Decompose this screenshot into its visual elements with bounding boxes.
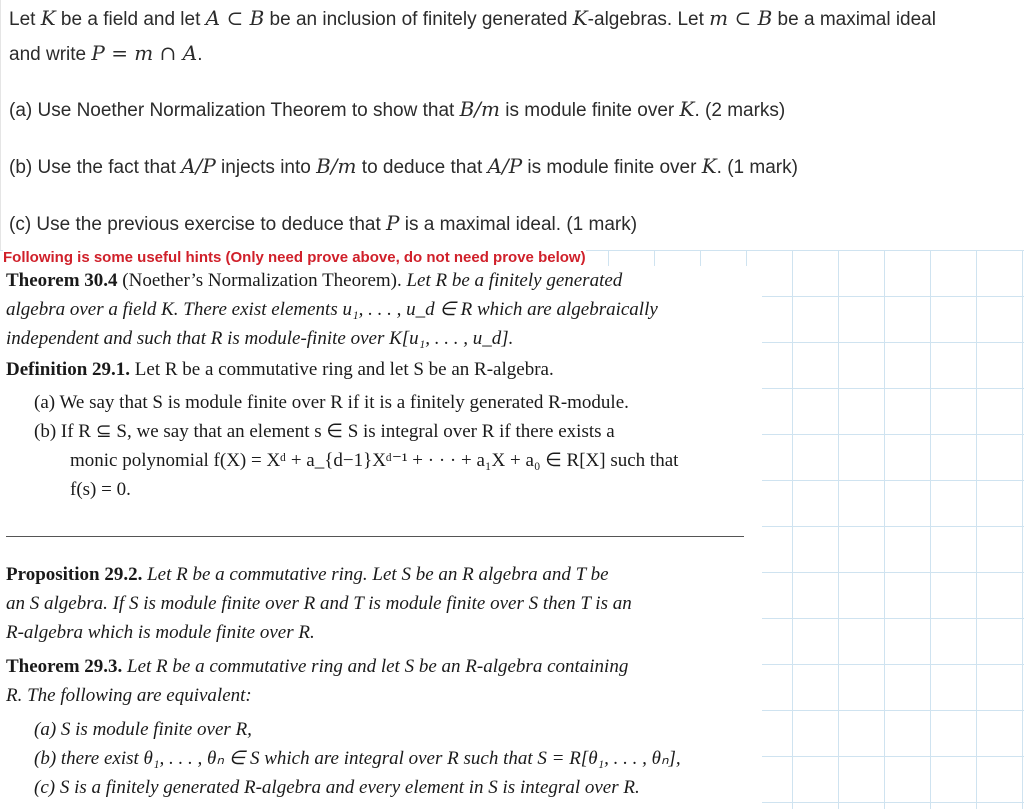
section-divider (6, 536, 744, 537)
question-intro-line-1: Let K be a field and let A ⊂ B be an inclusion of finitely generated K-algebras. Let m ⊂ B be a maximal ideal (9, 6, 936, 30)
hint-heading: Following is some useful hints (Only need prove above, do not need prove below) (3, 249, 586, 266)
definition-29-1-heading: Definition 29.1. Let R be a commutative ring and let S be an R-algebra. (6, 359, 554, 380)
theorem-29-3-a: (a) S is module finite over R, (34, 719, 252, 740)
definition-29-1-b-line-3: f(s) = 0. (70, 479, 131, 500)
proposition-29-2-line-1: Proposition 29.2. Let R be a commutative ring. Let S be an R algebra and T be (6, 564, 609, 585)
theorem-29-3-c: (c) S is a finitely generated R-algebra and every element in S is integral over R. (34, 777, 640, 798)
hints-document (0, 266, 762, 809)
definition-29-1-b-line-1: (b) If R ⊆ S, we say that an element s ∈ S is integral over R if there exists a (34, 421, 615, 442)
theorem-29-3-line-1: Theorem 29.3. Let R be a commutative ring and let S be an R-algebra containing (6, 656, 629, 677)
definition-29-1-b-line-2: monic polynomial f(X) = Xᵈ + a_{d−1}Xᵈ⁻¹ + · · · + a₁X + a₀ ∈ R[X] such that (70, 450, 679, 471)
theorem-29-3-line-2: R. The following are equivalent: (6, 685, 252, 706)
question-panel (0, 0, 1024, 250)
proposition-29-2-line-3: R-algebra which is module finite over R. (6, 622, 315, 643)
question-part-a: (a) Use Noether Normalization Theorem to show that B/m is module finite over K. (2 marks) (9, 97, 786, 121)
proposition-29-2-line-2: an S algebra. If S is module finite over R and T is module finite over S then T is an (6, 593, 632, 614)
question-intro-line-2: and write P = m ∩ A. (9, 41, 203, 65)
question-part-b: (b) Use the fact that A/P injects into B/m to deduce that A/P is module finite over K. (1 mark) (9, 154, 798, 178)
theorem-30-4-line-1: Theorem 30.4 (Noether’s Normalization Theorem). Let R be a finitely generated (6, 270, 623, 291)
theorem-30-4-line-2: algebra over a field K. There exist elements u₁, . . . , u_d ∈ R which are algebraically (6, 299, 658, 320)
definition-29-1-a: (a) We say that S is module finite over R if it is a finitely generated R-module. (34, 392, 629, 413)
question-part-c: (c) Use the previous exercise to deduce that P is a maximal ideal. (1 mark) (9, 211, 638, 235)
theorem-29-3-b: (b) there exist θ₁, . . . , θₙ ∈ S which are integral over R such that S = R[θ₁, . . . , θₙ], (34, 748, 681, 769)
theorem-30-4-line-3: independent and such that R is module-finite over K[u₁, . . . , u_d]. (6, 328, 514, 349)
